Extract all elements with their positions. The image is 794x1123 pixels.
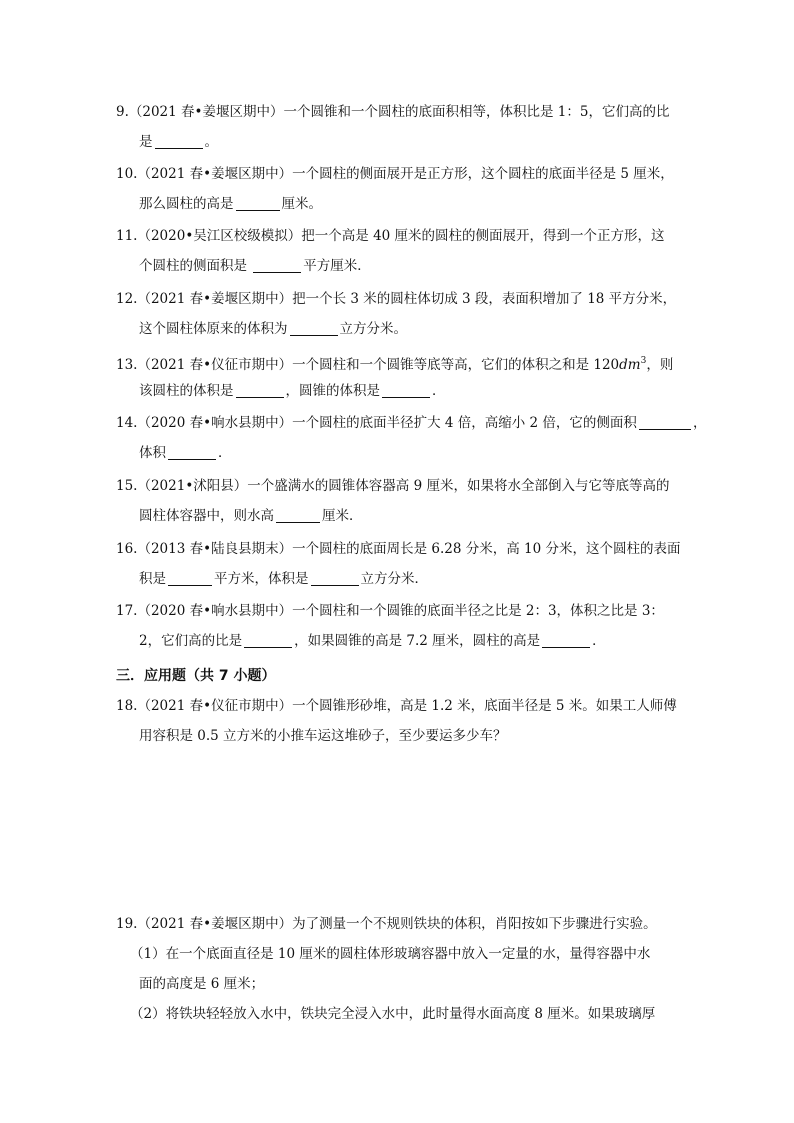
question-12: 12.（2021 春•姜堰区期中）把一个长 3 米的圆柱体切成 3 段，表面积增加了 18 平方分米， 这个圆柱体原来的体积为 立方分米。	[116, 284, 688, 344]
question-18	[116, 691, 688, 751]
answer-blank[interactable]	[311, 569, 359, 586]
answer-blank[interactable]	[244, 631, 292, 648]
question-text: 18.（2021 春•仪征市期中）一个圆锥形砂堆，高是 1.2 米，底面半径是 5 米。如果工人师傅	[116, 698, 677, 714]
answer-blank[interactable]	[168, 443, 216, 460]
question-text: 12.（2021 春•姜堰区期中）把一个长 3 米的圆柱体切成 3 段，表面积增加了 18 平方分米，	[116, 291, 677, 307]
question-step: 面的高度是 6 厘米；	[139, 976, 265, 992]
answer-blank[interactable]	[276, 506, 320, 523]
question-text: 15.（2021•沭阳县）一个盛满水的圆锥体容器高 9 厘米，如果将水全部倒入与它等底等高的	[116, 478, 670, 494]
answer-blank[interactable]	[236, 194, 280, 211]
question-step: （1）在一个底面直径是 10 厘米的圆柱体形玻璃容器中放入一定量的水，量得容器中水	[130, 946, 651, 962]
question-15: 15.（2021•沭阳县）一个盛满水的圆锥体容器高 9 厘米，如果将水全部倒入与它等底等高的 圆柱体容器中，则水高 厘米．	[116, 471, 688, 531]
question-14: 14.（2020 春•响水县期中）一个圆柱的底面半径扩大 4 倍，高缩小 2 倍，它的侧面积 ， 体积 ．	[116, 415, 707, 461]
question-text: 17.（2020 春•响水县期中）一个圆柱和一个圆锥的底面半径之比是 2：3，体积之比是 3：	[116, 603, 664, 619]
answer-blank[interactable]	[155, 132, 203, 149]
answer-blank[interactable]	[382, 381, 430, 398]
question-9: 9.（2021 春•姜堰区期中）一个圆锥和一个圆柱的底面积相等，体积比是 1：5，它们高的比 是 。	[116, 97, 688, 157]
question-text: 13.（2021 春•仪征市期中）一个圆柱和一个圆锥等底等高，它们的体积之和是 120	[116, 357, 620, 373]
answer-blank[interactable]	[253, 256, 301, 273]
question-text: 14.（2020 春•响水县期中）一个圆柱的底面半径扩大 4 倍，高缩小 2 倍，它的侧面积	[116, 415, 637, 431]
question-text: 11.（2020•吴江区校级模拟）把一个高是 40 厘米的圆柱的侧面展开，得到一个正方形，这	[116, 228, 665, 244]
question-10: 10.（2021 春•姜堰区期中）一个圆柱的侧面展开是正方形，这个圆柱的底面半径是 5 厘米， 那么圆柱的高是 厘米。	[116, 159, 688, 219]
answer-blank[interactable]	[168, 569, 212, 586]
answer-blank[interactable]	[236, 381, 284, 398]
question-16: 16.（2013 春•陆良县期末）一个圆柱的底面周长是 6.28 分米，高 10 分米，这个圆柱的表面 积是 平方米，体积是 立方分米．	[116, 534, 688, 594]
question-text: 16.（2013 春•陆良县期末）一个圆柱的底面周长是 6.28 分米，高 10 分米，这个圆柱的表面	[116, 541, 681, 557]
question-text: 9.（2021 春•姜堰区期中）一个圆锥和一个圆柱的底面积相等，体积比是 1：5，它们高的比	[116, 104, 670, 120]
answer-blank[interactable]	[290, 319, 338, 336]
section-heading: 三．应用题（共 7 小题）	[116, 668, 276, 684]
question-19	[116, 909, 688, 1029]
question-text: 10.（2021 春•姜堰区期中）一个圆柱的侧面展开是正方形，这个圆柱的底面半径是 5 厘米，	[116, 166, 674, 182]
answer-blank[interactable]	[639, 413, 691, 430]
question-17: 17.（2020 春•响水县期中）一个圆柱和一个圆锥的底面半径之比是 2：3，体积之比是 3： 2，它们高的比是 ，如果圆锥的高是 7.2 厘米，圆柱的高是 ．	[116, 596, 688, 656]
question-text: 19.（2021 春•姜堰区期中）为了测量一个不规则铁块的体积，肖阳按如下步骤进行实验。	[116, 916, 657, 932]
question-11: 11.（2020•吴江区校级模拟）把一个高是 40 厘米的圆柱的侧面展开，得到一个正方形，这 个圆柱的侧面积是 平方厘米．	[116, 221, 688, 281]
question-step: （2）将铁块轻轻放入水中，铁块完全浸入水中，此时量得水面高度 8 厘米。如果玻璃厚	[130, 1006, 656, 1022]
question-13: 13.（2021 春•仪征市期中）一个圆柱和一个圆锥等底等高，它们的体积之和是 $120dm^3$，则 该圆柱的体积是 ，圆锥的体积是 ．	[116, 356, 674, 399]
answer-blank[interactable]	[542, 631, 590, 648]
question-text: 用容积是 0.5 立方米的小推车运这堆砂子，至少要运多少车？	[139, 728, 507, 744]
